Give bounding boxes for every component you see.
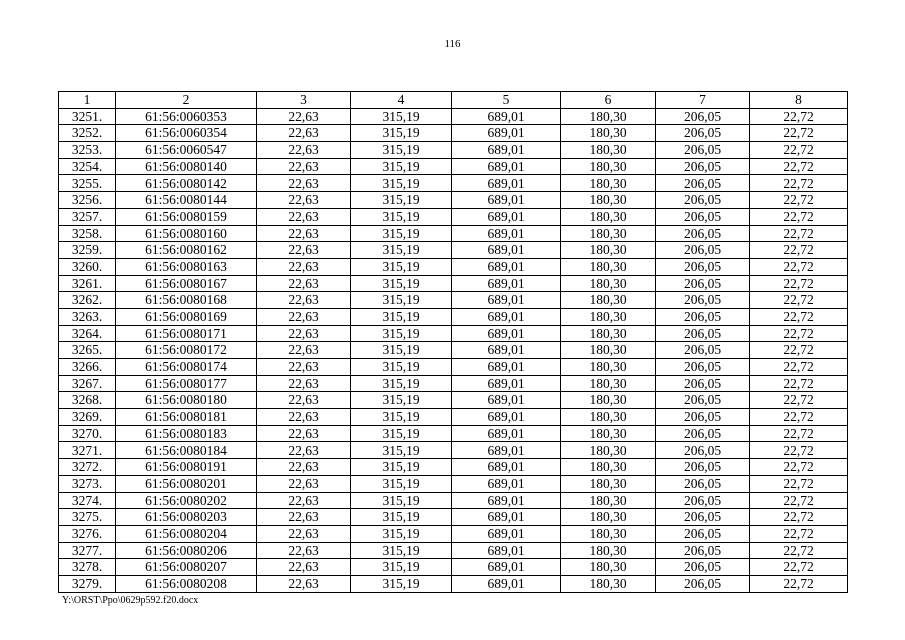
table-cell-col-3: 22,63 bbox=[257, 342, 351, 359]
table-cell-col-8: 22,72 bbox=[750, 375, 848, 392]
table-cell-col-1: 3277. bbox=[59, 542, 116, 559]
table-cell-col-7: 206,05 bbox=[656, 525, 750, 542]
table-cell-col-4: 315,19 bbox=[351, 475, 452, 492]
table-cell-col-2: 61:56:0080174 bbox=[116, 359, 257, 376]
table-cell-col-6: 180,30 bbox=[561, 142, 656, 159]
table-cell-col-7: 206,05 bbox=[656, 509, 750, 526]
table-cell-col-8: 22,72 bbox=[750, 492, 848, 509]
table-row bbox=[59, 258, 848, 275]
table-row bbox=[59, 375, 848, 392]
column-header-5: 5 bbox=[452, 92, 561, 109]
table-row bbox=[59, 359, 848, 376]
table-cell-col-5: 689,01 bbox=[452, 108, 561, 125]
table-cell-col-6: 180,30 bbox=[561, 258, 656, 275]
table-cell-col-7: 206,05 bbox=[656, 275, 750, 292]
table-cell-col-5: 689,01 bbox=[452, 258, 561, 275]
table-cell-col-4: 315,19 bbox=[351, 225, 452, 242]
table-cell-col-2: 61:56:0080203 bbox=[116, 509, 257, 526]
table-row bbox=[59, 308, 848, 325]
table-cell-col-2: 61:56:0080142 bbox=[116, 175, 257, 192]
table-cell-col-3: 22,63 bbox=[257, 308, 351, 325]
table-cell-col-8: 22,72 bbox=[750, 559, 848, 576]
table-cell-col-2: 61:56:0060354 bbox=[116, 125, 257, 142]
table-cell-col-7: 206,05 bbox=[656, 158, 750, 175]
table-cell-col-3: 22,63 bbox=[257, 542, 351, 559]
table-cell-col-5: 689,01 bbox=[452, 559, 561, 576]
column-header-3: 3 bbox=[257, 92, 351, 109]
column-header-7: 7 bbox=[656, 92, 750, 109]
table-header-row bbox=[59, 92, 848, 109]
table-cell-col-6: 180,30 bbox=[561, 575, 656, 592]
table-cell-col-6: 180,30 bbox=[561, 492, 656, 509]
table-cell-col-4: 315,19 bbox=[351, 542, 452, 559]
table-cell-col-5: 689,01 bbox=[452, 509, 561, 526]
table-cell-col-8: 22,72 bbox=[750, 342, 848, 359]
table-cell-col-2: 61:56:0080172 bbox=[116, 342, 257, 359]
table-cell-col-3: 22,63 bbox=[257, 359, 351, 376]
table-cell-col-7: 206,05 bbox=[656, 108, 750, 125]
table-cell-col-8: 22,72 bbox=[750, 325, 848, 342]
table-cell-col-7: 206,05 bbox=[656, 359, 750, 376]
table-cell-col-8: 22,72 bbox=[750, 125, 848, 142]
table-cell-col-4: 315,19 bbox=[351, 392, 452, 409]
table-cell-col-1: 3264. bbox=[59, 325, 116, 342]
table-cell-col-5: 689,01 bbox=[452, 542, 561, 559]
column-header-2: 2 bbox=[116, 92, 257, 109]
table-cell-col-8: 22,72 bbox=[750, 208, 848, 225]
table-cell-col-5: 689,01 bbox=[452, 308, 561, 325]
table-cell-col-3: 22,63 bbox=[257, 108, 351, 125]
table-cell-col-1: 3259. bbox=[59, 242, 116, 259]
table-cell-col-1: 3266. bbox=[59, 359, 116, 376]
table-cell-col-6: 180,30 bbox=[561, 375, 656, 392]
table-cell-col-2: 61:56:0080206 bbox=[116, 542, 257, 559]
table-cell-col-7: 206,05 bbox=[656, 392, 750, 409]
column-header-8: 8 bbox=[750, 92, 848, 109]
table-cell-col-1: 3257. bbox=[59, 208, 116, 225]
table-cell-col-2: 61:56:0080162 bbox=[116, 242, 257, 259]
table-cell-col-5: 689,01 bbox=[452, 325, 561, 342]
table-cell-col-7: 206,05 bbox=[656, 142, 750, 159]
table-cell-col-6: 180,30 bbox=[561, 409, 656, 426]
table-cell-col-7: 206,05 bbox=[656, 492, 750, 509]
table-cell-col-1: 3262. bbox=[59, 292, 116, 309]
table-cell-col-4: 315,19 bbox=[351, 325, 452, 342]
table-cell-col-5: 689,01 bbox=[452, 142, 561, 159]
table-cell-col-8: 22,72 bbox=[750, 475, 848, 492]
table-cell-col-8: 22,72 bbox=[750, 359, 848, 376]
table-cell-col-8: 22,72 bbox=[750, 258, 848, 275]
table-cell-col-2: 61:56:0080163 bbox=[116, 258, 257, 275]
table-cell-col-7: 206,05 bbox=[656, 242, 750, 259]
table-cell-col-6: 180,30 bbox=[561, 359, 656, 376]
table-cell-col-4: 315,19 bbox=[351, 142, 452, 159]
table-row bbox=[59, 525, 848, 542]
table-cell-col-1: 3275. bbox=[59, 509, 116, 526]
table-cell-col-1: 3256. bbox=[59, 192, 116, 209]
table-cell-col-5: 689,01 bbox=[452, 359, 561, 376]
table-cell-col-7: 206,05 bbox=[656, 175, 750, 192]
table-cell-col-3: 22,63 bbox=[257, 225, 351, 242]
table-cell-col-2: 61:56:0080167 bbox=[116, 275, 257, 292]
table-cell-col-7: 206,05 bbox=[656, 292, 750, 309]
table-cell-col-6: 180,30 bbox=[561, 108, 656, 125]
table-cell-col-5: 689,01 bbox=[452, 208, 561, 225]
page-number: 116 bbox=[444, 38, 461, 50]
table-cell-col-5: 689,01 bbox=[452, 525, 561, 542]
table-row bbox=[59, 575, 848, 592]
table-cell-col-6: 180,30 bbox=[561, 442, 656, 459]
table-cell-col-8: 22,72 bbox=[750, 142, 848, 159]
table-cell-col-4: 315,19 bbox=[351, 125, 452, 142]
table-cell-col-8: 22,72 bbox=[750, 542, 848, 559]
table-cell-col-3: 22,63 bbox=[257, 208, 351, 225]
table-cell-col-1: 3274. bbox=[59, 492, 116, 509]
table-cell-col-5: 689,01 bbox=[452, 275, 561, 292]
table-cell-col-5: 689,01 bbox=[452, 375, 561, 392]
table-cell-col-6: 180,30 bbox=[561, 242, 656, 259]
table-row bbox=[59, 175, 848, 192]
table-cell-col-1: 3273. bbox=[59, 475, 116, 492]
table-row bbox=[59, 559, 848, 576]
table-cell-col-4: 315,19 bbox=[351, 359, 452, 376]
table-row bbox=[59, 192, 848, 209]
table-cell-col-3: 22,63 bbox=[257, 409, 351, 426]
table-row bbox=[59, 142, 848, 159]
table-cell-col-4: 315,19 bbox=[351, 559, 452, 576]
table-cell-col-6: 180,30 bbox=[561, 459, 656, 476]
table-cell-col-5: 689,01 bbox=[452, 225, 561, 242]
table-cell-col-3: 22,63 bbox=[257, 442, 351, 459]
table-cell-col-3: 22,63 bbox=[257, 125, 351, 142]
table-cell-col-4: 315,19 bbox=[351, 275, 452, 292]
table-cell-col-8: 22,72 bbox=[750, 459, 848, 476]
table-row bbox=[59, 108, 848, 125]
table-cell-col-3: 22,63 bbox=[257, 325, 351, 342]
table-cell-col-6: 180,30 bbox=[561, 308, 656, 325]
table-row bbox=[59, 475, 848, 492]
table-cell-col-3: 22,63 bbox=[257, 142, 351, 159]
table-cell-col-2: 61:56:0080181 bbox=[116, 409, 257, 426]
table-cell-col-8: 22,72 bbox=[750, 225, 848, 242]
table-cell-col-3: 22,63 bbox=[257, 375, 351, 392]
table-cell-col-5: 689,01 bbox=[452, 492, 561, 509]
table-cell-col-8: 22,72 bbox=[750, 175, 848, 192]
table-cell-col-7: 206,05 bbox=[656, 409, 750, 426]
table-cell-col-7: 206,05 bbox=[656, 475, 750, 492]
table-cell-col-4: 315,19 bbox=[351, 509, 452, 526]
table-cell-col-1: 3276. bbox=[59, 525, 116, 542]
table-cell-col-4: 315,19 bbox=[351, 575, 452, 592]
table-cell-col-6: 180,30 bbox=[561, 509, 656, 526]
column-header-4: 4 bbox=[351, 92, 452, 109]
table-cell-col-2: 61:56:0080204 bbox=[116, 525, 257, 542]
table-cell-col-7: 206,05 bbox=[656, 575, 750, 592]
table-cell-col-7: 206,05 bbox=[656, 375, 750, 392]
table-row bbox=[59, 125, 848, 142]
table-row bbox=[59, 242, 848, 259]
table-cell-col-3: 22,63 bbox=[257, 475, 351, 492]
table-cell-col-6: 180,30 bbox=[561, 208, 656, 225]
table-cell-col-8: 22,72 bbox=[750, 442, 848, 459]
table-cell-col-5: 689,01 bbox=[452, 342, 561, 359]
table-cell-col-6: 180,30 bbox=[561, 325, 656, 342]
table-cell-col-4: 315,19 bbox=[351, 192, 452, 209]
table-cell-col-8: 22,72 bbox=[750, 575, 848, 592]
table-cell-col-5: 689,01 bbox=[452, 242, 561, 259]
table-cell-col-4: 315,19 bbox=[351, 108, 452, 125]
table-cell-col-2: 61:56:0080140 bbox=[116, 158, 257, 175]
table-cell-col-4: 315,19 bbox=[351, 208, 452, 225]
table-cell-col-5: 689,01 bbox=[452, 475, 561, 492]
table-cell-col-7: 206,05 bbox=[656, 225, 750, 242]
table-cell-col-2: 61:56:0060353 bbox=[116, 108, 257, 125]
table-cell-col-4: 315,19 bbox=[351, 425, 452, 442]
table-cell-col-5: 689,01 bbox=[452, 459, 561, 476]
table-cell-col-6: 180,30 bbox=[561, 525, 656, 542]
table-cell-col-2: 61:56:0080207 bbox=[116, 559, 257, 576]
table-row bbox=[59, 542, 848, 559]
table-cell-col-1: 3279. bbox=[59, 575, 116, 592]
table-cell-col-7: 206,05 bbox=[656, 459, 750, 476]
table-cell-col-8: 22,72 bbox=[750, 509, 848, 526]
table-cell-col-1: 3268. bbox=[59, 392, 116, 409]
table-cell-col-7: 206,05 bbox=[656, 325, 750, 342]
table-cell-col-6: 180,30 bbox=[561, 292, 656, 309]
table-cell-col-3: 22,63 bbox=[257, 158, 351, 175]
table-row bbox=[59, 425, 848, 442]
table-cell-col-5: 689,01 bbox=[452, 409, 561, 426]
table-row bbox=[59, 392, 848, 409]
table-cell-col-2: 61:56:0080201 bbox=[116, 475, 257, 492]
table-cell-col-8: 22,72 bbox=[750, 158, 848, 175]
table-cell-col-4: 315,19 bbox=[351, 342, 452, 359]
table-cell-col-8: 22,72 bbox=[750, 525, 848, 542]
table-cell-col-6: 180,30 bbox=[561, 392, 656, 409]
table-cell-col-1: 3272. bbox=[59, 459, 116, 476]
table-row bbox=[59, 459, 848, 476]
table-cell-col-4: 315,19 bbox=[351, 242, 452, 259]
table-cell-col-2: 61:56:0080171 bbox=[116, 325, 257, 342]
table-row bbox=[59, 158, 848, 175]
table-cell-col-1: 3278. bbox=[59, 559, 116, 576]
table-cell-col-3: 22,63 bbox=[257, 275, 351, 292]
table-cell-col-6: 180,30 bbox=[561, 475, 656, 492]
table-cell-col-6: 180,30 bbox=[561, 342, 656, 359]
table-cell-col-7: 206,05 bbox=[656, 342, 750, 359]
table-cell-col-8: 22,72 bbox=[750, 292, 848, 309]
table-cell-col-4: 315,19 bbox=[351, 459, 452, 476]
table-cell-col-7: 206,05 bbox=[656, 442, 750, 459]
table-cell-col-4: 315,19 bbox=[351, 375, 452, 392]
table-cell-col-7: 206,05 bbox=[656, 208, 750, 225]
column-header-1: 1 bbox=[59, 92, 116, 109]
table-cell-col-4: 315,19 bbox=[351, 158, 452, 175]
table-cell-col-2: 61:56:0080202 bbox=[116, 492, 257, 509]
table-cell-col-3: 22,63 bbox=[257, 292, 351, 309]
table-cell-col-5: 689,01 bbox=[452, 192, 561, 209]
table-cell-col-4: 315,19 bbox=[351, 258, 452, 275]
table-row bbox=[59, 292, 848, 309]
table-cell-col-6: 180,30 bbox=[561, 225, 656, 242]
table-cell-col-6: 180,30 bbox=[561, 158, 656, 175]
table-cell-col-2: 61:56:0080177 bbox=[116, 375, 257, 392]
table-cell-col-8: 22,72 bbox=[750, 108, 848, 125]
table-row bbox=[59, 409, 848, 426]
table-cell-col-4: 315,19 bbox=[351, 292, 452, 309]
table-cell-col-5: 689,01 bbox=[452, 392, 561, 409]
table-cell-col-8: 22,72 bbox=[750, 392, 848, 409]
table-cell-col-1: 3252. bbox=[59, 125, 116, 142]
table-cell-col-3: 22,63 bbox=[257, 425, 351, 442]
table-cell-col-3: 22,63 bbox=[257, 392, 351, 409]
column-header-6: 6 bbox=[561, 92, 656, 109]
table-cell-col-7: 206,05 bbox=[656, 308, 750, 325]
table-cell-col-6: 180,30 bbox=[561, 559, 656, 576]
data-table bbox=[58, 91, 848, 593]
table-row bbox=[59, 492, 848, 509]
table-cell-col-5: 689,01 bbox=[452, 425, 561, 442]
table-cell-col-8: 22,72 bbox=[750, 275, 848, 292]
table-cell-col-8: 22,72 bbox=[750, 192, 848, 209]
table-cell-col-3: 22,63 bbox=[257, 192, 351, 209]
table-cell-col-7: 206,05 bbox=[656, 542, 750, 559]
table-cell-col-1: 3271. bbox=[59, 442, 116, 459]
table-cell-col-4: 315,19 bbox=[351, 442, 452, 459]
table-cell-col-1: 3260. bbox=[59, 258, 116, 275]
table-cell-col-5: 689,01 bbox=[452, 125, 561, 142]
table-cell-col-2: 61:56:0080159 bbox=[116, 208, 257, 225]
table-row bbox=[59, 442, 848, 459]
table-cell-col-2: 61:56:0080183 bbox=[116, 425, 257, 442]
table-cell-col-1: 3267. bbox=[59, 375, 116, 392]
table-cell-col-1: 3263. bbox=[59, 308, 116, 325]
table-row bbox=[59, 325, 848, 342]
table-cell-col-1: 3253. bbox=[59, 142, 116, 159]
table-cell-col-1: 3251. bbox=[59, 108, 116, 125]
table-cell-col-7: 206,05 bbox=[656, 192, 750, 209]
table-cell-col-5: 689,01 bbox=[452, 442, 561, 459]
table-cell-col-6: 180,30 bbox=[561, 125, 656, 142]
table-cell-col-6: 180,30 bbox=[561, 542, 656, 559]
table-cell-col-8: 22,72 bbox=[750, 308, 848, 325]
table-cell-col-8: 22,72 bbox=[750, 425, 848, 442]
table-cell-col-3: 22,63 bbox=[257, 492, 351, 509]
table-cell-col-2: 61:56:0080208 bbox=[116, 575, 257, 592]
table-cell-col-5: 689,01 bbox=[452, 175, 561, 192]
table-cell-col-3: 22,63 bbox=[257, 459, 351, 476]
table-cell-col-5: 689,01 bbox=[452, 575, 561, 592]
table-cell-col-1: 3265. bbox=[59, 342, 116, 359]
table-cell-col-2: 61:56:0080160 bbox=[116, 225, 257, 242]
table-cell-col-6: 180,30 bbox=[561, 275, 656, 292]
table-cell-col-7: 206,05 bbox=[656, 559, 750, 576]
table-cell-col-2: 61:56:0080168 bbox=[116, 292, 257, 309]
table-cell-col-4: 315,19 bbox=[351, 492, 452, 509]
table-cell-col-2: 61:56:0080184 bbox=[116, 442, 257, 459]
table-cell-col-4: 315,19 bbox=[351, 525, 452, 542]
table-cell-col-7: 206,05 bbox=[656, 125, 750, 142]
table-row bbox=[59, 342, 848, 359]
table-cell-col-4: 315,19 bbox=[351, 409, 452, 426]
table-row bbox=[59, 208, 848, 225]
table-row bbox=[59, 225, 848, 242]
table-cell-col-1: 3270. bbox=[59, 425, 116, 442]
table-row bbox=[59, 275, 848, 292]
table-cell-col-2: 61:56:0080180 bbox=[116, 392, 257, 409]
table-cell-col-2: 61:56:0080191 bbox=[116, 459, 257, 476]
table-cell-col-6: 180,30 bbox=[561, 192, 656, 209]
table-cell-col-2: 61:56:0080169 bbox=[116, 308, 257, 325]
table-cell-col-4: 315,19 bbox=[351, 175, 452, 192]
table-cell-col-3: 22,63 bbox=[257, 559, 351, 576]
table-cell-col-8: 22,72 bbox=[750, 409, 848, 426]
table-cell-col-1: 3258. bbox=[59, 225, 116, 242]
table-cell-col-3: 22,63 bbox=[257, 258, 351, 275]
table-cell-col-1: 3261. bbox=[59, 275, 116, 292]
table-cell-col-2: 61:56:0060547 bbox=[116, 142, 257, 159]
table-cell-col-1: 3269. bbox=[59, 409, 116, 426]
table-cell-col-8: 22,72 bbox=[750, 242, 848, 259]
table-cell-col-3: 22,63 bbox=[257, 525, 351, 542]
table-cell-col-3: 22,63 bbox=[257, 509, 351, 526]
table-cell-col-3: 22,63 bbox=[257, 175, 351, 192]
table-cell-col-7: 206,05 bbox=[656, 425, 750, 442]
table-cell-col-6: 180,30 bbox=[561, 175, 656, 192]
table-cell-col-6: 180,30 bbox=[561, 425, 656, 442]
table-cell-col-3: 22,63 bbox=[257, 575, 351, 592]
table-cell-col-2: 61:56:0080144 bbox=[116, 192, 257, 209]
table-row bbox=[59, 509, 848, 526]
table-cell-col-4: 315,19 bbox=[351, 308, 452, 325]
table-cell-col-1: 3254. bbox=[59, 158, 116, 175]
table-cell-col-7: 206,05 bbox=[656, 258, 750, 275]
table-cell-col-5: 689,01 bbox=[452, 292, 561, 309]
table-cell-col-3: 22,63 bbox=[257, 242, 351, 259]
table-body bbox=[59, 108, 848, 592]
file-path-footer: Y:\ORST\Ppo\0629p592.f20.docx bbox=[62, 595, 199, 606]
table-cell-col-5: 689,01 bbox=[452, 158, 561, 175]
table-cell-col-1: 3255. bbox=[59, 175, 116, 192]
